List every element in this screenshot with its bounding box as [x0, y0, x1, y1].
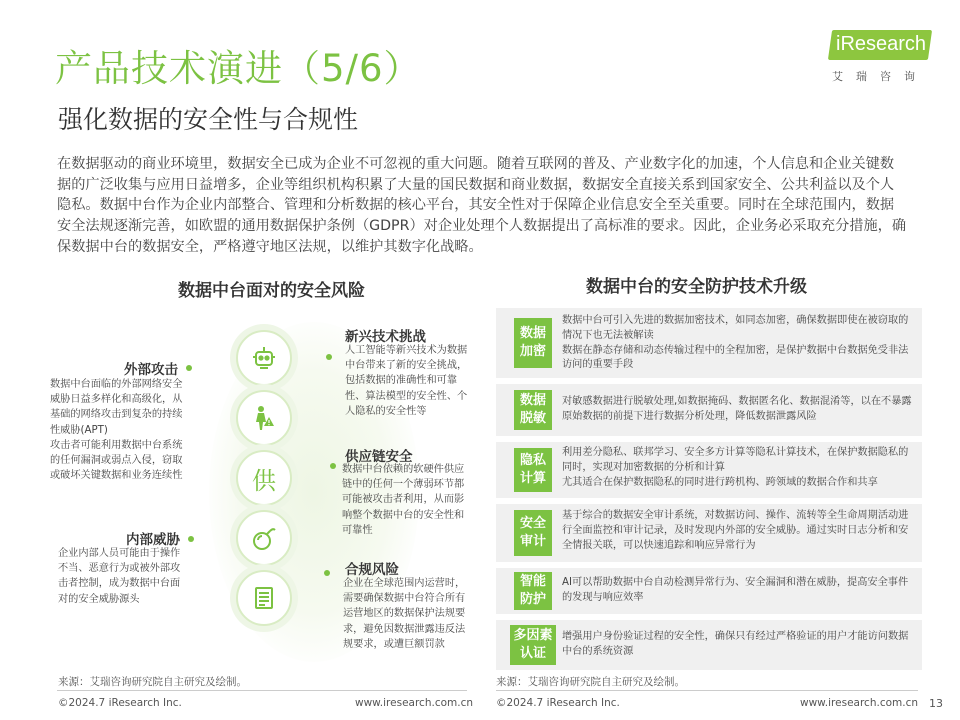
protection-row-ai: [496, 568, 922, 614]
footer-copyright: ©2024.7 iResearch Inc.: [496, 697, 620, 709]
supply-char-icon: [236, 450, 292, 506]
protection-row-privacy: [496, 442, 922, 498]
risk-compliance-body: 企业在全球范围内运营时，需要确保数据中台符合所有运营地区的数据保护法规要求，避免因数据泄露违反法规要求，或遭巨额罚款: [343, 578, 466, 650]
risk-supply-title: 供应链安全: [345, 449, 413, 465]
page-subtitle: 强化数据的安全性与合规性: [58, 105, 359, 134]
row-tag: 多因素 认证: [510, 625, 556, 665]
right-heading: 数据中台的安全防护技术升级: [586, 277, 807, 297]
person-alert-icon: [236, 390, 292, 446]
row-tag: 数据 脱敏: [514, 390, 552, 430]
risk-panel: [44, 302, 470, 672]
right-source: 来源：艾瑞咨询研究院自主研究及绘制。: [496, 676, 685, 688]
intro-paragraph: 在数据驱动的商业环境里，数据安全已成为企业不可忽视的重大问题。随着互联网的普及、产业数字化的加速，个人信息和企业关键数据的广泛收集与应用日益增多，企业等组织机构积累了大量的国民数据和商业数据，数据安全直接关系到国家安全、公共利益以及个人隐私。数据中台作为企业内部整合、管理和分析数据的核心平台，其安全性对于保障企业信息安全至关重要。同时在全球范围内，数据安全法规逐渐完善，如欧盟的通用数据保护条例（GDPR）对企业处理个人数据提出了高标准的要求。因此，企业务必采取充分措施，确保数据中台的数据安全，严格遵守地区法规，以维护其数字化战略。: [57, 156, 907, 255]
risk-supply-body: 数据中台依赖的软硬件供应链中的任何一个薄弱环节都可能被攻击者利用，从而影响整个数据中台的安全性和可靠性: [342, 464, 465, 536]
robot-icon: [236, 330, 292, 386]
row-tag: 智能 防护: [514, 572, 552, 610]
footer-divider: [57, 690, 467, 691]
left-source: 来源：艾瑞咨询研究院自主研究及绘制。: [58, 676, 247, 688]
supply-glyph: 供: [252, 466, 276, 495]
row-text: 对敏感数据进行脱敏处理,如数据掩码、数据匿名化、数据混淆等，以在不暴露原始数据的前提下进行数据分析处理，降低数据泄露风险: [562, 396, 912, 422]
connector-dot: [330, 463, 336, 469]
risk-internal-body: 企业内部人员可能由于操作不当、恶意行为或被外部攻击者控制，成为数据中台面对的安全威胁源头: [58, 548, 181, 605]
protection-row-masking: [496, 384, 922, 436]
document-icon: [236, 570, 292, 626]
row-text: 基于综合的数据安全审计系统，对数据访问、操作、流转等全生命周期活动进行全面监控和审计记录，及时发现内外部的安全威胁。通过实时日志分析和安全情报关联，可以快速追踪和响应异常行为: [562, 510, 909, 551]
left-heading: 数据中台面对的安全风险: [178, 281, 365, 301]
iresearch-logo: [818, 30, 938, 82]
risk-external-title: 外部攻击: [124, 362, 178, 378]
connector-dot: [326, 354, 332, 360]
logo-brand: iResearch: [836, 33, 927, 55]
row-tag: 隐私 计算: [514, 448, 552, 492]
protection-row-encryption: [496, 308, 922, 378]
risk-compliance-title: 合规风险: [345, 562, 399, 578]
row-text: 数据中台可引入先进的数据加密技术，如同态加密，确保数据即使在被窃取的情况下也无法被解读 数据在静态存储和动态传输过程中的全程加密，是保护数据中台数据免受非法访问的重要手段: [562, 315, 909, 371]
row-text: 利用差分隐私、联邦学习、安全多方计算等隐私计算技术，在保护数据隐私的同时，实现对加密数据的分析和计算 尤其适合在保护数据隐私的同时进行跨机构、跨领域的数据合作和共享: [562, 447, 909, 488]
footer-url: www.iresearch.com.cn: [355, 697, 474, 709]
footer-url: www.iresearch.com.cn: [800, 697, 919, 709]
row-tag: 数据 加密: [514, 318, 552, 368]
connector-dot: [188, 536, 194, 542]
footer-copyright: ©2024.7 iResearch Inc.: [58, 697, 182, 709]
row-text: AI可以帮助数据中台自动检测异常行为、安全漏洞和潜在威胁，提高安全事件的发现与响应效率: [562, 577, 909, 603]
logo-cn: 艾瑞咨询: [832, 70, 928, 83]
protection-row-audit: [496, 504, 922, 562]
risk-internal-title: 内部威胁: [126, 532, 180, 548]
footer-divider: [496, 690, 918, 691]
page-title: 产品技术演进（5/6）: [55, 47, 422, 90]
page-number: 13: [929, 697, 943, 710]
bomb-icon: [236, 510, 292, 566]
protection-row-mfa: [496, 620, 922, 670]
connector-dot: [186, 365, 192, 371]
row-tag: 安全 审计: [514, 510, 552, 556]
risk-external-body: 数据中台面临的外部网络安全威胁日益多样化和高级化，从基础的网络攻击到复杂的持续性威胁(APT) 攻击者可能利用数据中台系统的任何漏洞或弱点入侵，窃取或破坏关键数据和业务连续性: [50, 379, 183, 482]
row-text: 增强用户身份验证过程的安全性，确保只有经过严格验证的用户才能访问数据中台的系统资源: [562, 631, 909, 657]
connector-dot: [324, 570, 330, 576]
risk-emerging-title: 新兴技术挑战: [345, 329, 426, 345]
risk-emerging-body: 人工智能等新兴技术为数据中台带来了新的安全挑战，包括数据的准确性和可靠性、算法模型的安全性、个人隐私的安全性等: [345, 345, 468, 417]
